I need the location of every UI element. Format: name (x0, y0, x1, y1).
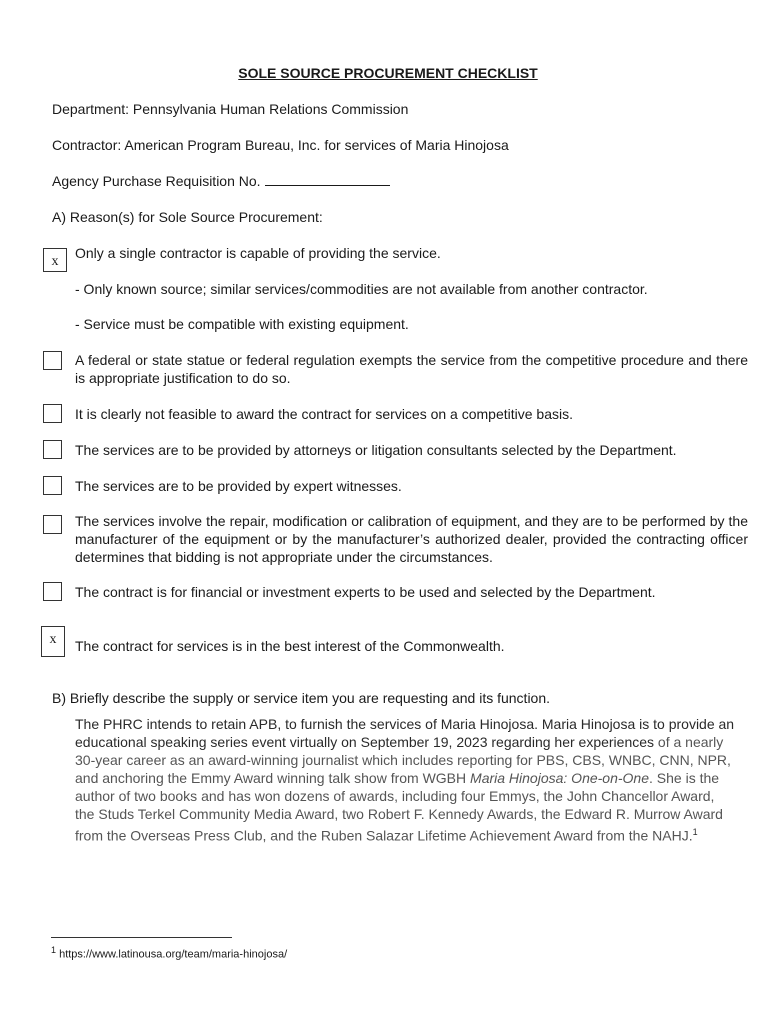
single-contractor-label: Only a single contractor is capable of providing the service. (75, 245, 441, 261)
section-a-heading: A) Reason(s) for Sole Source Procurement: (52, 209, 323, 225)
service-description (75, 715, 735, 845)
requisition-blank-field[interactable] (265, 173, 390, 186)
expert-witnesses-checkbox[interactable] (43, 476, 62, 495)
equipment-repair-checkbox[interactable] (43, 515, 62, 534)
attorneys-checkbox[interactable] (43, 440, 62, 459)
description-show-title: Maria Hinojosa: One-on-One (470, 770, 650, 786)
not-feasible-checkbox[interactable] (43, 404, 62, 423)
description-part3: . She is the author of two books and has won dozens of awards, including four Emmys, the John Chancellor Award, the Studs Terkel Community Media Award, two Robert F. Kennedy Awards, the Edward R. Murrow Award from the Overseas Press Club, and the Ruben Salazar Lifetime Achievement Award from the NAHJ. (75, 770, 723, 844)
statute-exemption-label: A federal or state statue or federal regulation exempts the service from the competitive procedure and there is appropriate justification to do so. (75, 352, 748, 386)
requisition-label: Agency Purchase Requisition No. (52, 173, 261, 189)
department-line: Department: Pennsylvania Human Relations Commission (52, 101, 409, 117)
footnote-reference: 1 (692, 827, 698, 837)
footnote-url[interactable]: https://www.latinousa.org/team/maria-hinojosa/ (56, 948, 288, 961)
requisition-line (52, 173, 390, 189)
financial-experts-checkbox[interactable] (43, 582, 62, 601)
footnote-number: 1 (51, 945, 57, 955)
footnote (51, 945, 287, 961)
description-part1: The PHRC intends to retain APB, to furnish the services of Maria Hinojosa. Maria Hinojosa is to provide an educational speaking series event virtually on September 19, 2023 regarding her experiences (75, 716, 735, 750)
footnote-divider (51, 937, 232, 938)
best-interest-label: The contract for services is in the best interest of the Commonwealth. (75, 638, 505, 654)
best-interest-checkbox[interactable]: x (41, 626, 65, 657)
subitem-compatible: - Service must be compatible with existing equipment. (75, 316, 409, 332)
not-feasible-label: It is clearly not feasible to award the contract for services on a competitive basis. (75, 406, 574, 422)
description-part2: of a nearly 30-year career as an award-winning journalist which includes reporting for PBS, CBS, WNBC, CNN, NPR, and anchoring the Emmy Award winning talk show from WGBH (75, 734, 731, 786)
page-title: SOLE SOURCE PROCUREMENT CHECKLIST (238, 65, 538, 81)
section-b-heading: B) Briefly describe the supply or service item you are requesting and its function. (52, 690, 551, 706)
subitem-known-source: - Only known source; similar services/commodities are not available from another contractor. (75, 281, 648, 297)
financial-experts-label: The contract is for financial or investment experts to be used and selected by the Department. (75, 584, 656, 600)
equipment-repair-label: The services involve the repair, modification or calibration of equipment, and they are to be performed by the manufacturer of the equipment or by the manufacturer’s authorized dealer, provided the contracting officer determines that bidding is not appropriate under the circumstances. (75, 513, 748, 565)
statute-exemption-checkbox[interactable] (43, 351, 62, 370)
single-contractor-checkbox[interactable]: x (43, 248, 67, 272)
expert-witnesses-label: The services are to be provided by expert witnesses. (75, 478, 402, 494)
attorneys-label: The services are to be provided by attorneys or litigation consultants selected by the Department. (75, 442, 677, 458)
contractor-line: Contractor: American Program Bureau, Inc. for services of Maria Hinojosa (52, 137, 509, 153)
